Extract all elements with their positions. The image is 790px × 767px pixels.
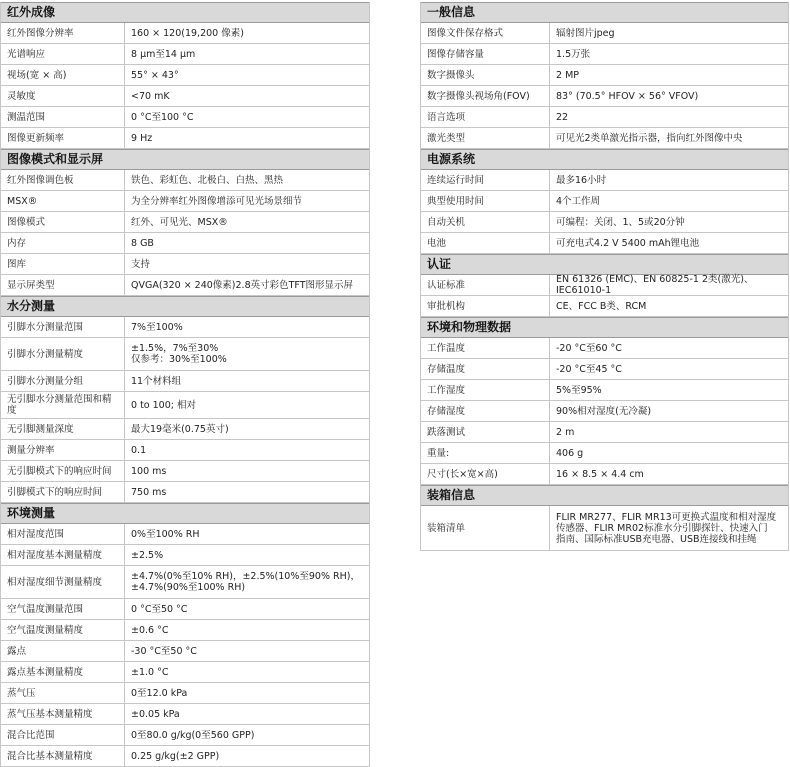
spec-row [1, 392, 369, 419]
spec-row [421, 338, 788, 359]
spec-row [1, 107, 369, 128]
spec-value: 0 °C至100 °C [131, 111, 194, 123]
spec-value: ±1.0 °C [131, 666, 169, 678]
spec-value: ±0.05 kPa [131, 708, 180, 720]
spec-label: 认证标准 [421, 275, 550, 295]
spec-label: 数字摄像头 [421, 65, 550, 85]
spec-value: 可充电式4.2 V 5400 mAh锂电池 [556, 237, 700, 249]
spec-row [421, 128, 788, 149]
spec-label: 相对湿度范围 [1, 524, 125, 544]
spec-label: MSX® [1, 191, 125, 211]
spec-value: QVGA(320 × 240像素)2.8英寸彩色TFT图形显示屏 [131, 279, 354, 291]
spec-row [1, 461, 369, 482]
section-title: 认证 [421, 254, 788, 275]
spec-value: 0至12.0 kPa [131, 687, 188, 699]
spec-label: 相对湿度基本测量精度 [1, 545, 125, 565]
spec-row [1, 65, 369, 86]
spec-label: 无引脚模式下的响应时间 [1, 461, 125, 481]
section-title: 电源系统 [421, 149, 788, 170]
spec-label: 红外图像分辨率 [1, 23, 125, 43]
spec-value: 0 °C至50 °C [131, 603, 188, 615]
spec-value: 22 [556, 111, 569, 123]
spec-row [1, 170, 369, 191]
spec-row [1, 662, 369, 683]
spec-value: 5%至95% [556, 384, 602, 396]
spec-label: 图像文件保存格式 [421, 23, 550, 43]
spec-row [1, 641, 369, 662]
spec-value: FLIR MR277、FLIR MR13可更换式温度和相对湿度 传感器、FLIR MR02标准水分引脚探针、快速入门 指南、国际标准USB充电器、USB连接线和挂绳 [556, 511, 777, 545]
spec-section [0, 503, 370, 767]
spec-row [421, 296, 788, 317]
spec-value: 160 × 120(19,200 像素) [131, 27, 244, 39]
spec-label: 激光类型 [421, 128, 550, 148]
spec-label: 语言选项 [421, 107, 550, 127]
spec-section [0, 2, 370, 149]
spec-value: 最多16小时 [556, 174, 607, 186]
spec-label: 自动关机 [421, 212, 550, 232]
spec-row [1, 746, 369, 767]
spec-value: -30 °C至50 °C [131, 645, 197, 657]
spec-label: 测量分辨率 [1, 440, 125, 460]
spec-label: 数字摄像头视场角(FOV) [421, 86, 550, 106]
spec-value: ±4.7%(0%至10% RH)，±2.5%(10%至90% RH)， ±4.7%(90%至100% RH) [131, 571, 360, 593]
spec-value: EN 61326 (EMC)、EN 60825-1 2类(激光)、IEC61010-1 [556, 274, 754, 296]
spec-row [1, 275, 369, 296]
spec-row [421, 212, 788, 233]
spec-label: 引脚水分测量范围 [1, 317, 125, 337]
spec-label: 电池 [421, 233, 550, 253]
spec-row [421, 275, 788, 296]
spec-label: 工作温度 [421, 338, 550, 358]
spec-label: 蒸气压基本测量精度 [1, 704, 125, 724]
spec-row [1, 419, 369, 440]
spec-row [1, 338, 369, 371]
spec-value: 可见光2类单激光指示器，指向红外图像中央 [556, 132, 743, 144]
spec-label: 蒸气压 [1, 683, 125, 703]
spec-label: 图库 [1, 254, 125, 274]
spec-value: -20 °C至45 °C [556, 363, 622, 375]
spec-row [421, 401, 788, 422]
spec-row [1, 86, 369, 107]
spec-label: 无引脚水分测量范围和精度 [1, 392, 125, 418]
spec-row [421, 422, 788, 443]
spec-value: 406 g [556, 447, 584, 459]
spec-label: 典型使用时间 [421, 191, 550, 211]
spec-value: ±0.6 °C [131, 624, 169, 636]
spec-value: 最大19毫米(0.75英寸) [131, 423, 229, 435]
spec-row [421, 191, 788, 212]
spec-label: 测温范围 [1, 107, 125, 127]
spec-section [0, 296, 370, 503]
spec-value: 83° (70.5° HFOV × 56° VFOV) [556, 90, 699, 102]
spec-label: 审批机构 [421, 296, 550, 316]
spec-row [421, 380, 788, 401]
spec-label: 灵敏度 [1, 86, 125, 106]
spec-label: 混合比基本测量精度 [1, 746, 125, 766]
section-title: 环境和物理数据 [421, 317, 788, 338]
spec-value: 为全分辨率红外图像增添可见光场景细节 [131, 195, 303, 207]
spec-section [420, 149, 789, 254]
spec-label: 混合比范围 [1, 725, 125, 745]
spec-row [1, 524, 369, 545]
spec-value: 1.5万张 [556, 48, 591, 60]
spec-row [1, 191, 369, 212]
spec-row [421, 170, 788, 191]
spec-value: 支持 [131, 258, 151, 270]
spec-row [1, 317, 369, 338]
spec-value: 铁色、彩虹色、北极白、白热、黑热 [131, 174, 284, 186]
spec-value: 0%至100% RH [131, 528, 200, 540]
spec-row [1, 725, 369, 746]
spec-section [420, 317, 789, 485]
spec-section [420, 2, 789, 149]
spec-value: 辐射图片jpeg [556, 27, 615, 39]
spec-value: 750 ms [131, 486, 167, 498]
spec-row [1, 23, 369, 44]
spec-label: 尺寸(长×宽×高) [421, 464, 550, 484]
spec-value: 16 × 8.5 × 4.4 cm [556, 468, 644, 480]
left-spec-column [0, 2, 370, 767]
spec-label: 存储湿度 [421, 401, 550, 421]
spec-label: 图像存储容量 [421, 44, 550, 64]
spec-section [0, 149, 370, 296]
spec-label: 露点基本测量精度 [1, 662, 125, 682]
spec-value: 红外、可见光、MSX® [131, 216, 228, 228]
spec-label: 引脚水分测量分组 [1, 371, 125, 391]
spec-row [421, 359, 788, 380]
spec-value: 2 m [556, 426, 575, 438]
spec-label: 存储温度 [421, 359, 550, 379]
spec-label: 相对湿度细节测量精度 [1, 566, 125, 598]
spec-label: 重量: [421, 443, 550, 463]
spec-value: 0.1 [131, 444, 147, 456]
section-title: 红外成像 [1, 2, 369, 23]
section-title: 环境测量 [1, 503, 369, 524]
spec-row [421, 506, 788, 551]
section-title: 图像模式和显示屏 [1, 149, 369, 170]
spec-row [1, 545, 369, 566]
spec-value: 7%至100% [131, 321, 183, 333]
spec-row [1, 212, 369, 233]
spec-value: 4个工作周 [556, 195, 601, 207]
spec-value: 90%相对湿度(无冷凝) [556, 405, 652, 417]
spec-row [421, 464, 788, 485]
spec-row [421, 86, 788, 107]
spec-value: 0至80.0 g/kg(0至560 GPP) [131, 729, 255, 741]
spec-row [1, 599, 369, 620]
spec-value: 100 ms [131, 465, 167, 477]
spec-label: 装箱清单 [421, 506, 550, 550]
spec-row [1, 128, 369, 149]
spec-row [1, 254, 369, 275]
spec-value: 55° × 43° [131, 69, 179, 81]
spec-row [421, 23, 788, 44]
spec-label: 图像更新频率 [1, 128, 125, 148]
spec-label: 空气温度测量范围 [1, 599, 125, 619]
section-title: 装箱信息 [421, 485, 788, 506]
spec-value: 0 to 100; 相对 [131, 399, 196, 411]
spec-label: 视场(宽 × 高) [1, 65, 125, 85]
spec-value: 可编程：关闭、1、5或20分钟 [556, 216, 685, 228]
spec-value: 2 MP [556, 69, 579, 81]
spec-label: 光谱响应 [1, 44, 125, 64]
spec-label: 空气温度测量精度 [1, 620, 125, 640]
spec-label: 露点 [1, 641, 125, 661]
spec-label: 内存 [1, 233, 125, 253]
spec-row [1, 44, 369, 65]
spec-value: 11个材料组 [131, 375, 182, 387]
spec-value: -20 °C至60 °C [556, 342, 622, 354]
spec-value: ±1.5%，7%至30% 仅参考：30%至100% [131, 343, 227, 365]
spec-row [421, 107, 788, 128]
spec-value: 0.25 g/kg(±2 GPP) [131, 750, 220, 762]
spec-value: ±2.5% [131, 549, 164, 561]
spec-value: 8 μm至14 μm [131, 48, 196, 60]
spec-row [1, 683, 369, 704]
spec-label: 跌落测试 [421, 422, 550, 442]
section-title: 水分测量 [1, 296, 369, 317]
spec-label: 显示屏类型 [1, 275, 125, 295]
spec-label: 红外图像调色板 [1, 170, 125, 190]
spec-value: <70 mK [131, 90, 170, 102]
spec-value: 9 Hz [131, 132, 153, 144]
spec-section [420, 485, 789, 551]
spec-label: 无引脚测量深度 [1, 419, 125, 439]
spec-label: 连续运行时间 [421, 170, 550, 190]
right-spec-column [420, 2, 789, 551]
spec-value: CE、FCC B类、RCM [556, 300, 647, 312]
spec-section [420, 254, 789, 317]
spec-label: 引脚水分测量精度 [1, 338, 125, 370]
spec-row [1, 440, 369, 461]
spec-row [421, 65, 788, 86]
spec-row [421, 233, 788, 254]
spec-row [1, 482, 369, 503]
spec-label: 引脚模式下的响应时间 [1, 482, 125, 502]
spec-label: 图像模式 [1, 212, 125, 232]
spec-row [1, 704, 369, 725]
spec-value: 8 GB [131, 237, 154, 249]
spec-row [1, 233, 369, 254]
spec-row [1, 620, 369, 641]
section-title: 一般信息 [421, 2, 788, 23]
spec-label: 工作湿度 [421, 380, 550, 400]
spec-row [421, 443, 788, 464]
spec-row [1, 371, 369, 392]
spec-row [1, 566, 369, 599]
spec-row [421, 44, 788, 65]
